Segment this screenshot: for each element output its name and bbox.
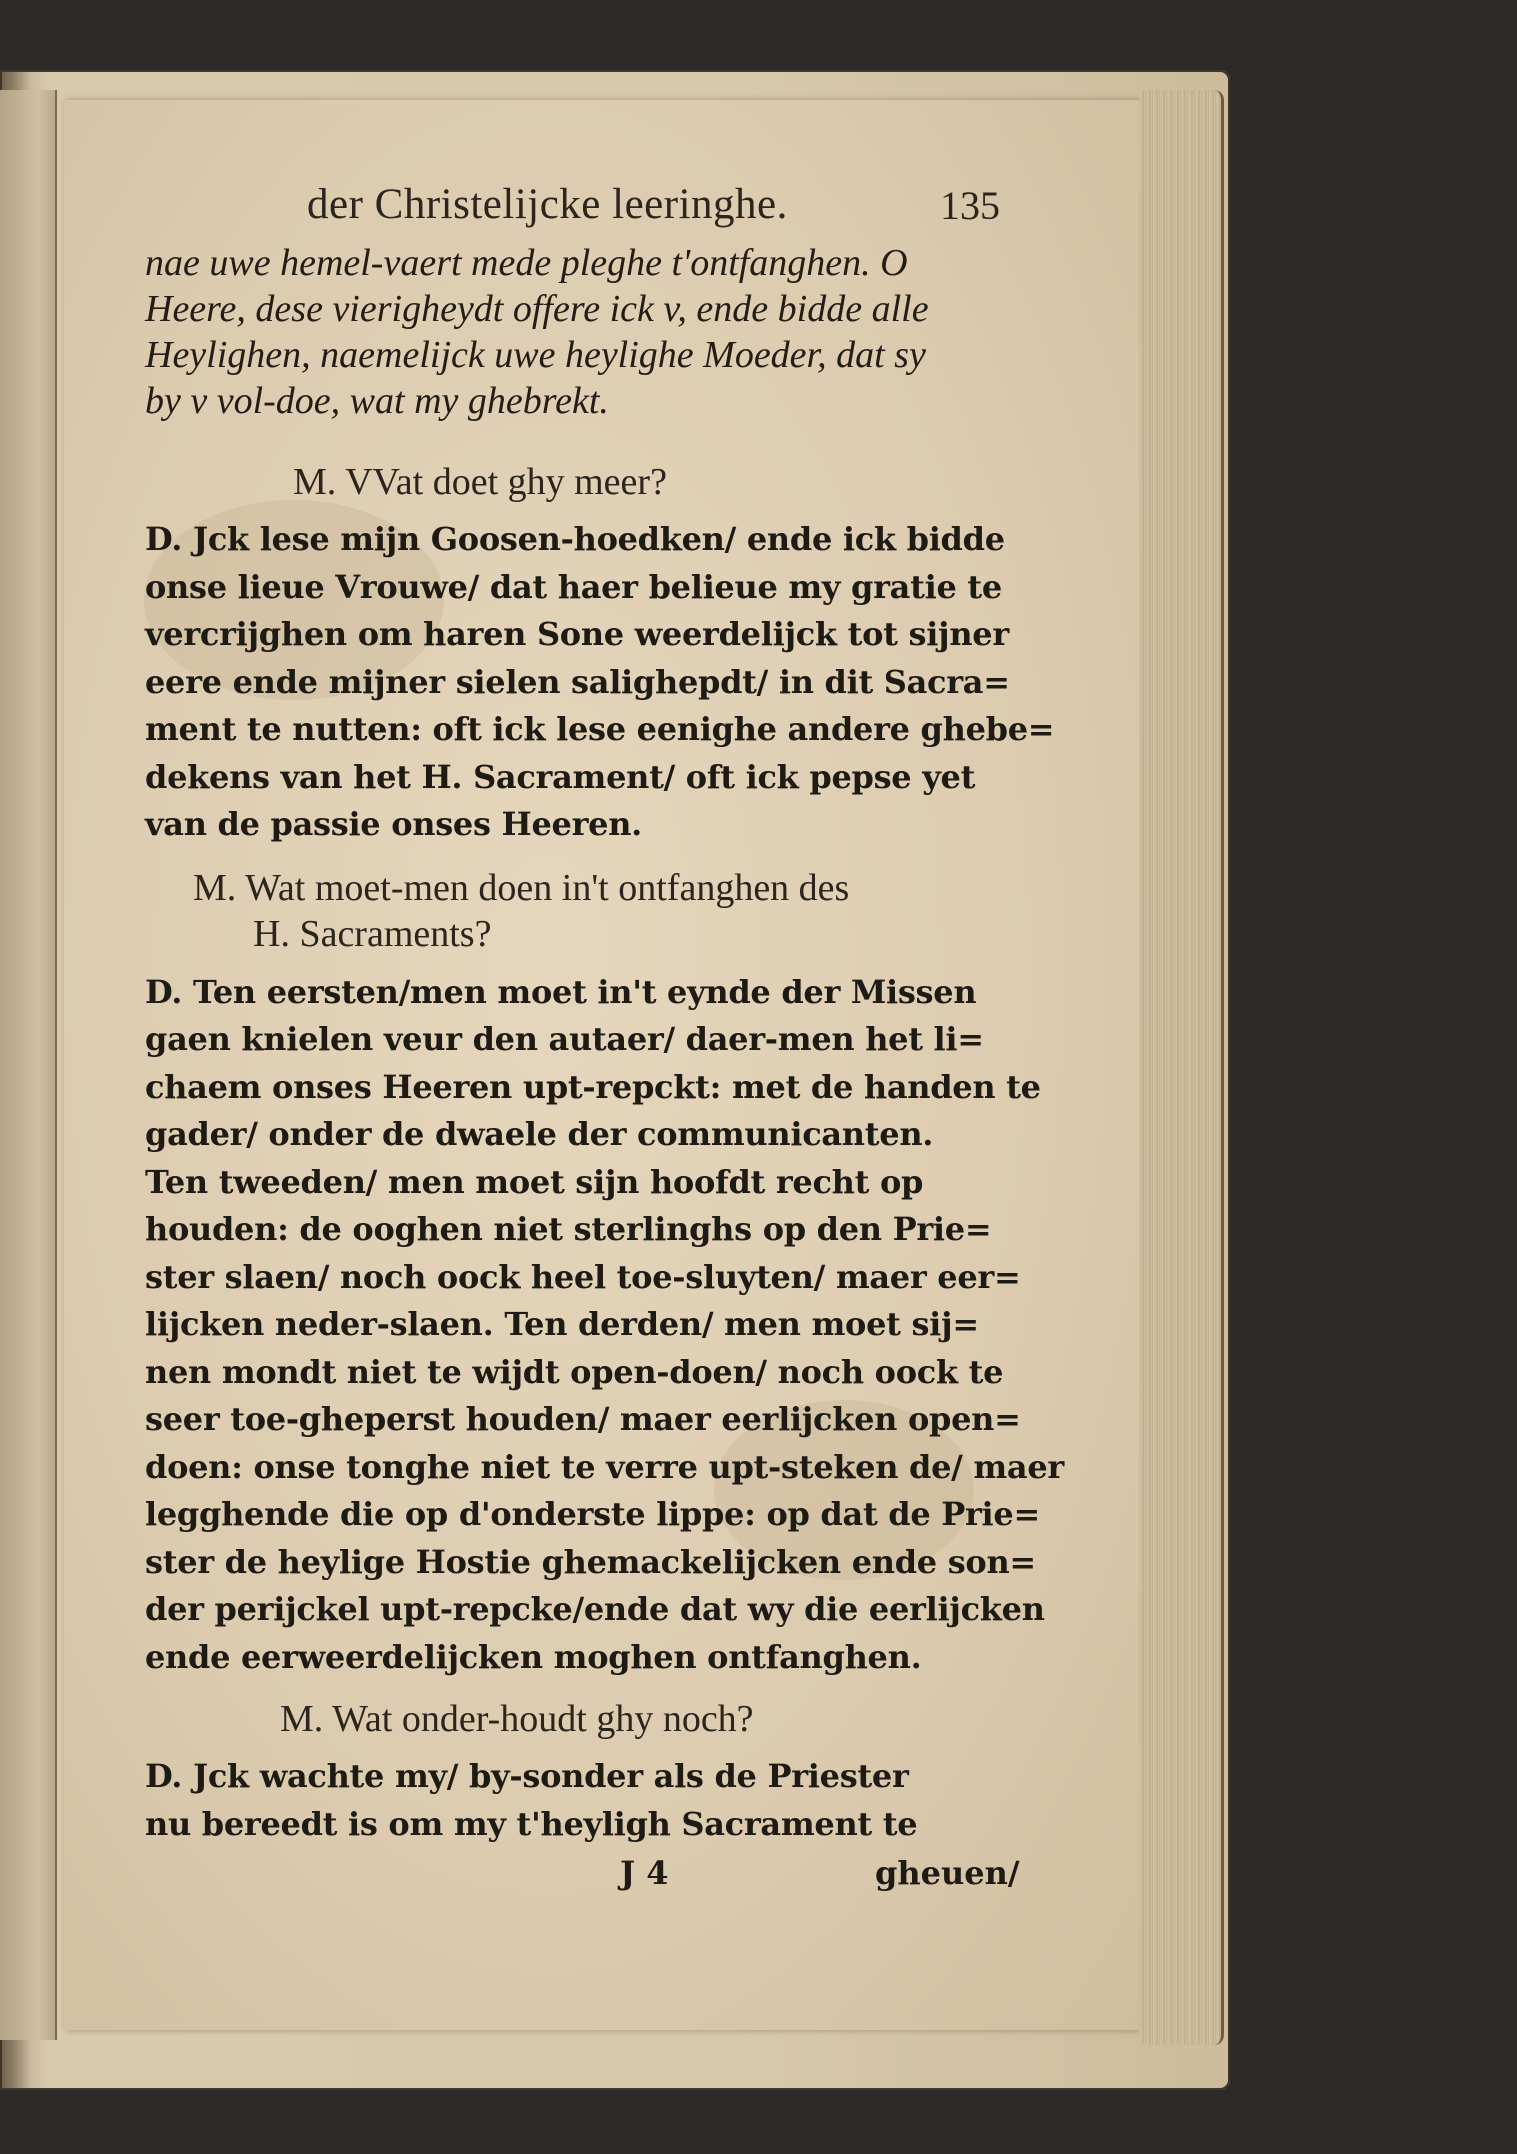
text-line: dekens van het H. Sacrament/ oft ick pepse yet [145,757,976,796]
text-line: D. Jck wachte my/ by-sonder als de Priester [145,1757,909,1795]
question-heading: M. Wat onder-houdt ghy noch? [280,1698,754,1740]
question-heading: M. VVat doet ghy meer? [293,461,667,503]
left-page-edge [0,90,57,2040]
text-line: onse lieue Vrouwe/ dat haer belieue my gratie te [145,567,1002,606]
text-line: legghende die op d'onderste lippe: op dat de Prie= [145,1495,1040,1533]
answer-paragraph [145,1753,1045,1848]
catchword: gheuen/ [875,1854,1020,1892]
answer-paragraph [145,516,1055,849]
text-line: ster slaen/ noch oock heel toe-sluyten/ maer eer= [145,1257,1021,1296]
text-line: chaem onses Heeren upt-repckt: met de handen te [145,1067,1041,1106]
text-line: D. Jck lese mijn Goosen-hoedken/ ende ick bidde [145,520,1005,558]
text-line: vercrijghen om haren Sone weerdelijck tot sijner [145,615,1009,653]
text-line: H. Sacraments? [253,912,492,955]
text-line: gader/ onder de dwaele der communicanten. [145,1115,934,1153]
italic-prayer [145,240,1045,424]
text-line: doen: onse tonghe niet te verre upt-steken de/ maer [145,1447,1064,1486]
text-line: M. Wat moet-men doen in't ontfanghen des [193,866,850,909]
text-line: ment te nutten: oft ick lese eenighe andere ghebe= [145,710,1055,748]
text-line: eere ende mijner sielen salighepdt/ in dit Sacra= [145,662,1010,701]
question-heading [193,865,1045,957]
text-line: ende eerweerdelijcken moghen ontfanghen. [145,1637,922,1676]
text-line: gaen knielen veur den autaer/ daer-men het li= [145,1020,984,1058]
text-line: seer toe-gheperst houden/ maer eerlijcken open= [145,1400,1021,1438]
page-footer [145,1848,1045,1898]
text-line: lijcken neder-slaen. Ten derden/ men moet sij= [145,1305,979,1343]
text-line: der perijckel upt-repcke/ende dat wy die eerlijcken [145,1590,1045,1628]
text-line: Ten tweeden/ men moet sijn hoofdt recht op [145,1162,924,1201]
page-fore-edge [1139,90,1224,2045]
answer-paragraph [145,969,1064,1682]
text-line: nen mondt niet te wijdt open-doen/ noch oock te [145,1352,1004,1391]
text-line: ster de heylige Hostie ghemackelijcken ende son= [145,1542,1036,1581]
text-line: Heylighen, naemelijck uwe heylighe Moeder, dat sy [145,334,926,376]
page-number: 135 [940,183,1000,228]
text-line: nu bereedt is om my t'heyligh Sacrament te [145,1804,918,1843]
text-line: nae uwe hemel-vaert mede pleghe t'ontfanghen. O [145,242,908,284]
text-line: by v vol-doe, wat my ghebrekt. [145,380,609,422]
running-head: der Christelijcke leeringhe. [307,181,788,228]
text-line: houden: de ooghen niet sterlinghs op den Prie= [145,1210,992,1248]
text-line: van de passie onses Heeren. [145,805,643,843]
page-text [145,180,1064,1898]
text-line: Heere, dese vierigheydt offere ick v, ende bidde alle [145,288,929,330]
page-header [145,180,1045,240]
signature-mark: J 4 [620,1854,669,1892]
text-line: D. Ten eersten/men moet in't eynde der Missen [145,972,977,1011]
